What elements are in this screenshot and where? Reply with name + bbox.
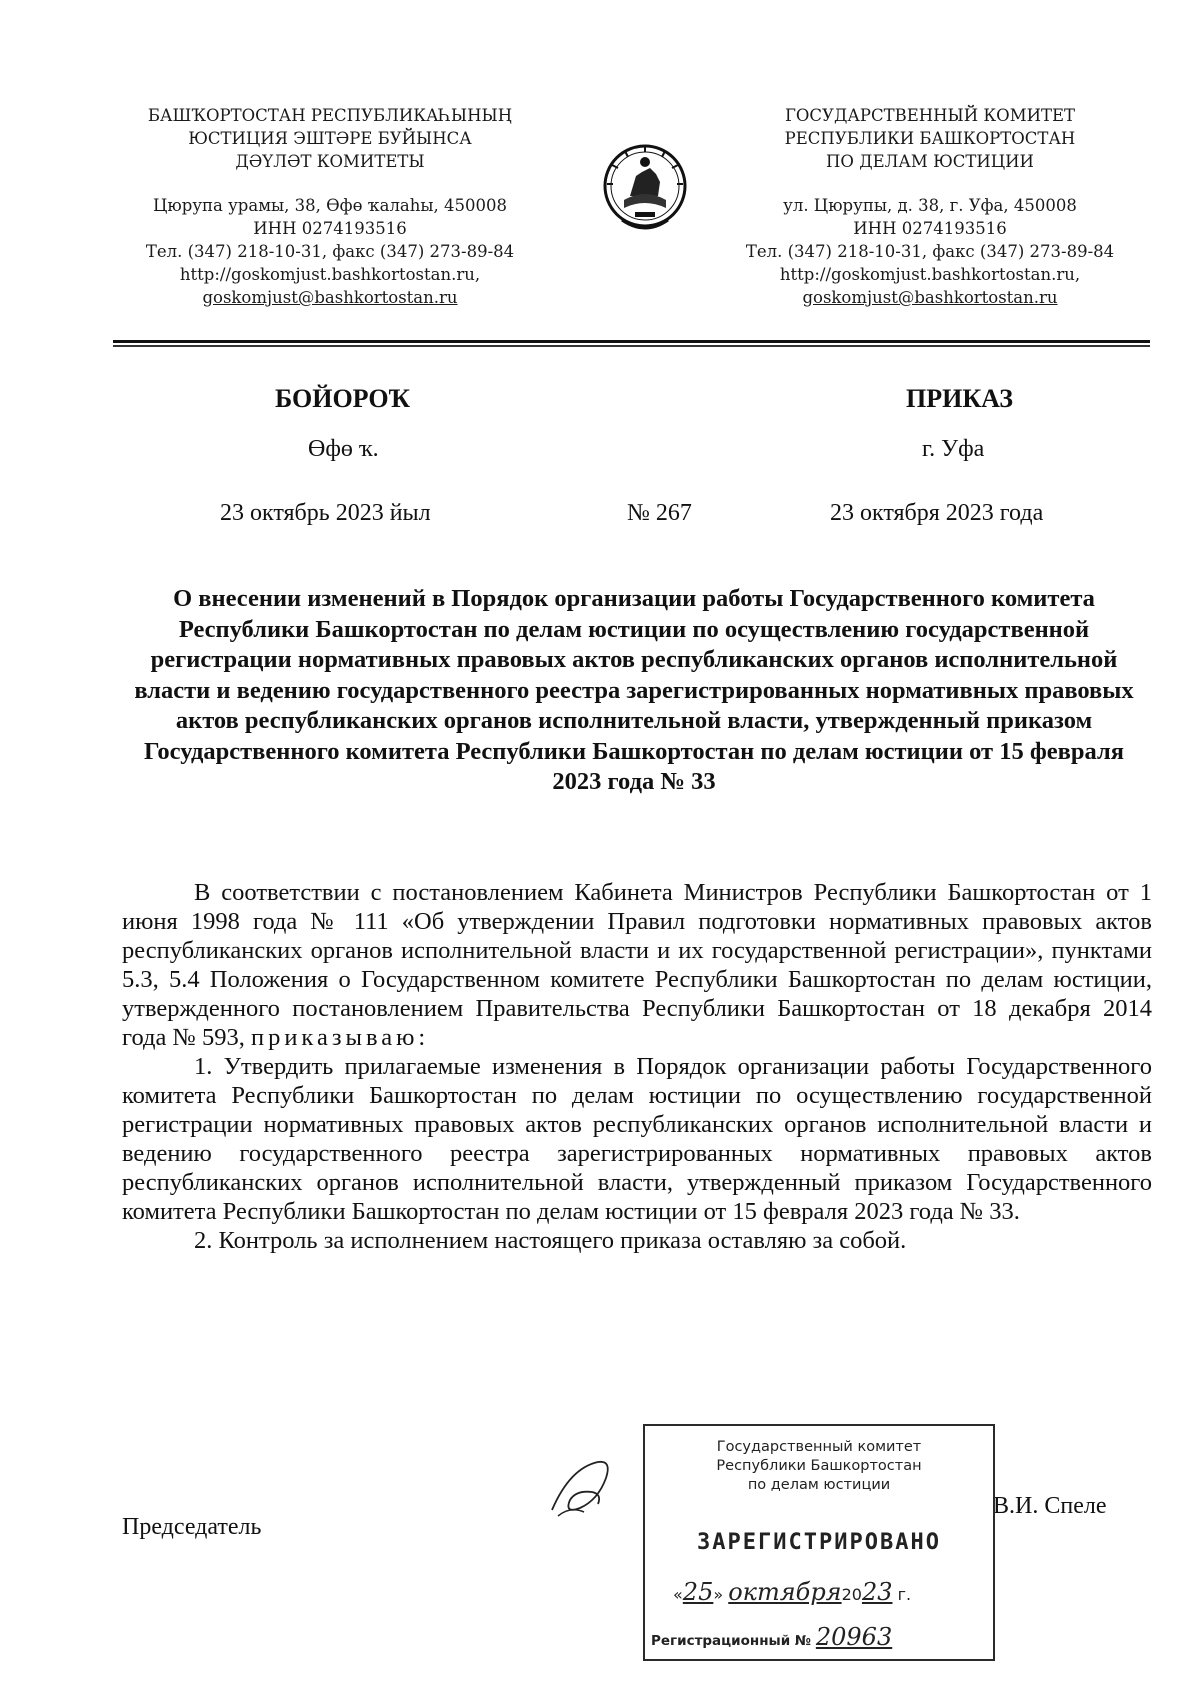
header-left (120, 104, 540, 309)
stamp-day: 25 (682, 1578, 714, 1606)
stamp-status: ЗАРЕГИСТРИРОВАНО (697, 1530, 941, 1555)
registration-stamp (643, 1424, 995, 1661)
order-title: О внесении изменений в Порядок организации работы Государственного комитета Республики Башкортостан по делам юстиции по осуществлению государственной регистрации нормативных правовых актов республиканских органов исполнительной власти и ведению государственного реестра зарегистрированных нормативных правовых актов республиканских органов исполнительной власти, утвержденный приказом Государственного комитета Республики Башкортостан по делам юстиции от 15 февраля 2023 года № 33 (134, 585, 1134, 795)
stamp-reg-label: Регистрационный № (651, 1633, 812, 1649)
org-name-ru-line3: ПО ДЕЛАМ ЮСТИЦИИ (826, 152, 1034, 171)
header-right (720, 104, 1140, 309)
order-word: приказываю: (250, 1024, 430, 1051)
stamp-year-prefix: 20 (841, 1585, 862, 1604)
org-name-ba-line1: БАШҠОРТОСТАН РЕСПУБЛИКАҺЫНЫҢ (147, 106, 513, 125)
coat-of-arms-icon (600, 138, 690, 238)
org-name-ba-line3: ДӘҮЛӘТ КОМИТЕТЫ (235, 152, 425, 171)
org-name-ru-line2: РЕСПУБЛИКИ БАШКОРТОСТАН (784, 129, 1076, 148)
doc-type-ba: БОЙОРОҠ (275, 384, 411, 413)
stamp-reg-value: 20963 (815, 1623, 893, 1651)
stamp-year-suffix: 23 (861, 1578, 893, 1606)
preamble-text: В соответствии с постановлением Кабинета Министров Республики Башкортостан от 1 июня 1998 года № 111 «Об утверждении Правил подготовки нормативных правовых актов республиканских органов исполнительной власти и их государственной регистрации», пунктами 5.3, 5.4 Положения о Государственном комитете Республики Башкортостан по делам юстиции, утвержденного постановлением Правительства Республики Башкортостан от 18 декабря 2014 года № 593, (122, 879, 1152, 1051)
signatory-name: В.И. Спеле (993, 1493, 1107, 1519)
inn-ba: ИНН 0274193516 (253, 219, 407, 238)
phone-ru: Тел. (347) 218-10-31, факс (347) 273-89-84 (745, 242, 1115, 261)
date-ba: 23 октябрь 2023 йыл (220, 500, 431, 526)
stamp-reg-number (651, 1623, 892, 1651)
item-1: 1. Утвердить прилагаемые изменения в Порядок организации работы Государственного комитета Республики Башкортостан по делам юстиции по осуществлению государственной регистрации нормативных правовых актов республиканских органов исполнительной власти и ведению государственного реестра зарегистрированных нормативных правовых актов республиканских органов исполнительной власти, утвержденный приказом Государственного комитета Республики Башкортостан по делам юстиции от 15 февраля 2023 года № 33. (122, 1053, 1152, 1225)
stamp-org-line1: Государственный комитет (716, 1439, 922, 1455)
city-ru: г. Уфа (922, 436, 985, 462)
phone-ba: Тел. (347) 218-10-31, факс (347) 273-89-84 (145, 242, 515, 261)
address-ru: ул. Цюрупы, д. 38, г. Уфа, 450008 (783, 196, 1077, 215)
stamp-year-unit: г. (897, 1585, 912, 1604)
stamp-org-line2: Республики Башкортостан (716, 1458, 922, 1474)
item-2: 2. Контроль за исполнением настоящего приказа оставляю за собой. (194, 1227, 907, 1254)
stamp-org-line3: по делам юстиции (747, 1477, 891, 1493)
org-name-ru-line1: ГОСУДАРСТВЕННЫЙ КОМИТЕТ (784, 106, 1076, 125)
email-ba[interactable]: goskomjust@bashkortostan.ru (202, 288, 458, 307)
org-name-ba-line2: ЮСТИЦИЯ ЭШТӘРЕ БУЙЫНСА (188, 129, 472, 148)
order-number: № 267 (627, 500, 692, 526)
date-ru: 23 октября 2023 года (830, 500, 1044, 526)
order-body (122, 878, 1152, 1255)
preamble-paragraph (122, 878, 1152, 1052)
stamp-org (645, 1438, 993, 1495)
stamp-quote-close: » (713, 1585, 724, 1604)
website-ru[interactable]: http://goskomjust.bashkortostan.ru, (779, 265, 1081, 284)
website-ba[interactable]: http://goskomjust.bashkortostan.ru, (179, 265, 481, 284)
email-ru[interactable]: goskomjust@bashkortostan.ru (802, 288, 1058, 307)
header-divider-thin (113, 345, 1150, 347)
inn-ru: ИНН 0274193516 (853, 219, 1007, 238)
stamp-month: октября (728, 1578, 842, 1606)
signatory-position: Председатель (122, 1514, 262, 1540)
header-divider-thick (113, 340, 1150, 343)
stamp-date (673, 1578, 911, 1606)
doc-type-ru: ПРИКАЗ (906, 384, 1014, 413)
stamp-quote-open: « (673, 1585, 683, 1604)
city-ba: Өфө ҡ. (308, 436, 379, 462)
address-ba: Цюрупа урамы, 38, Өфө ҡалаһы, 450008 (153, 196, 507, 215)
signature-mark (540, 1448, 620, 1528)
